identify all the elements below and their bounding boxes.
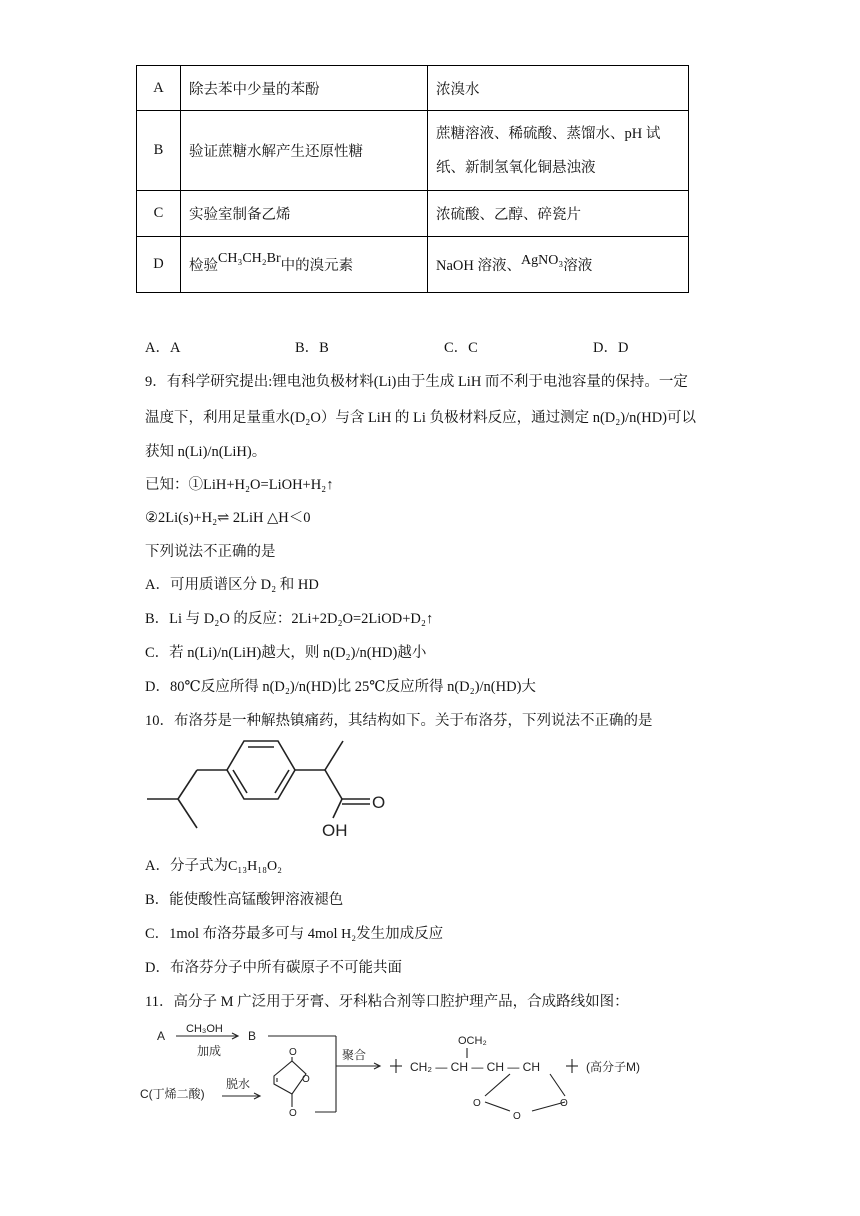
anhydride-o-top: O [289, 1047, 297, 1058]
reagent-table [136, 65, 689, 293]
formula: CH₃CH₂Br [218, 251, 281, 266]
option-text: 发生加成反应 [356, 926, 444, 942]
hydroxyl-label: OH [322, 821, 348, 840]
q9-option-d: D．80℃反应所得 n(D₂)/n(HD)比 25℃反应所得 n(D₂)/n(HD)大 [145, 679, 536, 695]
q10-option-d: D．布洛芬分子中所有碳原子不可能共面 [145, 960, 402, 976]
row-purpose: 验证蔗糖水解产生还原性糖 [181, 111, 428, 191]
table-row [137, 191, 689, 237]
table-row [137, 237, 689, 293]
q8-options [145, 336, 745, 356]
q10-stem: 10．布洛芬是一种解热镇痛药，其结构如下。关于布洛芬，下列说法不正确的是 [145, 713, 653, 729]
row-label: B [137, 111, 181, 191]
compound-c: C(丁烯二酸) [140, 1087, 205, 1101]
polymer-o-right: O [560, 1098, 568, 1109]
row-purpose: 实验室制备乙烯 [181, 191, 428, 237]
q9-known-1: 已知：①LiH+H₂O=LiOH+H₂↑ [145, 477, 334, 493]
compound-a: A [157, 1029, 166, 1043]
reagent-methanol: CH₃OH [186, 1023, 223, 1035]
polymer-o-left: O [473, 1098, 481, 1109]
dehydrate-label: 脱水 [226, 1077, 251, 1091]
polymer-och2: OCH₂ [458, 1035, 487, 1047]
q9-option-a: A．可用质谱区分 D₂ 和 HD [145, 577, 319, 593]
row-label: D [137, 237, 181, 293]
q9-option-c: C．若 n(Li)/n(LiH)越大，则 n(D₂)/n(HD)越小 [145, 645, 427, 661]
row-reagents: 浓溴水 [428, 66, 689, 111]
row-reagents [428, 237, 689, 293]
option-text: A．分子式为 [145, 858, 228, 874]
q10-option-c [145, 922, 443, 943]
polymer-o-ring: O [513, 1111, 521, 1122]
row-purpose [181, 237, 428, 293]
row-reagents [428, 111, 689, 191]
reagents-text: NaOH 溶液、 [436, 258, 521, 274]
purpose-text: 检验 [189, 258, 218, 274]
reagents-line: 纸、新制氢氧化铜悬浊液 [436, 159, 596, 176]
ibuprofen-structure [140, 728, 400, 843]
table-row [137, 111, 689, 191]
row-label: A [137, 66, 181, 111]
compound-b: B [248, 1029, 257, 1043]
q9-option-b: B．Li 与 D₂O 的反应：2Li+2D₂O=2LiOD+D₂↑ [145, 611, 434, 627]
polymer-name: (高分子M) [586, 1060, 640, 1074]
q9-stem-line: 9．有科学研究提出:锂电池负极材料(Li)由于生成 LiH 而不利于电池容量的保持。一定 [145, 374, 688, 390]
row-purpose: 除去苯中少量的苯酚 [181, 66, 428, 111]
formula: C₁₃H₁₈O₂ [227, 859, 282, 874]
q9-stem-line: 获知 n(Li)/n(LiH)。 [145, 444, 267, 460]
row-reagents: 浓硫酸、乙醇、碎瓷片 [428, 191, 689, 237]
q11-stem: 11．高分子 M 广泛用于牙膏、牙科粘合剂等口腔护理产品，合成路线如图： [145, 994, 629, 1010]
q9-question: 下列说法不正确的是 [145, 544, 276, 560]
q9-stem-line: 温度下，利用足量重水(D₂O）与含 LiH 的 Li 负极材料反应，通过测定 n(D₂)/n(HD)可以 [145, 410, 697, 426]
row-label: C [137, 191, 181, 237]
purpose-text: 中的溴元素 [280, 258, 354, 274]
q9-known-2: ②2Li(s)+H₂⇌ 2LiH △H＜0 [145, 510, 311, 526]
table-row [137, 66, 689, 111]
formula: H₂ [341, 927, 357, 942]
option-c: C．C [444, 340, 478, 356]
formula: AgNO₃ [520, 253, 564, 268]
anhydride-o-bottom: O [289, 1108, 297, 1119]
polymerize-label: 聚合 [342, 1048, 367, 1062]
option-d: D．D [593, 340, 629, 356]
reagents-text: 溶液 [563, 258, 593, 274]
q10-option-b: B．能使酸性高锰酸钾溶液褪色 [145, 892, 344, 908]
option-text: C．1mol 布洛芬最多可与 4mol [145, 926, 342, 942]
anhydride-o-ring: O [302, 1074, 310, 1085]
reagents-line: 蔗糖溶液、稀硫酸、蒸馏水、pH 试 [436, 125, 661, 142]
q10-option-a [145, 854, 282, 875]
carbonyl-oxygen-label: O [372, 793, 386, 812]
option-a: A．A [145, 340, 181, 356]
synthesis-scheme [140, 1018, 680, 1122]
polymer-chain: CH₂ — CH — CH — CH [410, 1060, 540, 1074]
option-b: B．B [295, 340, 329, 356]
addition-label: 加成 [197, 1044, 222, 1058]
